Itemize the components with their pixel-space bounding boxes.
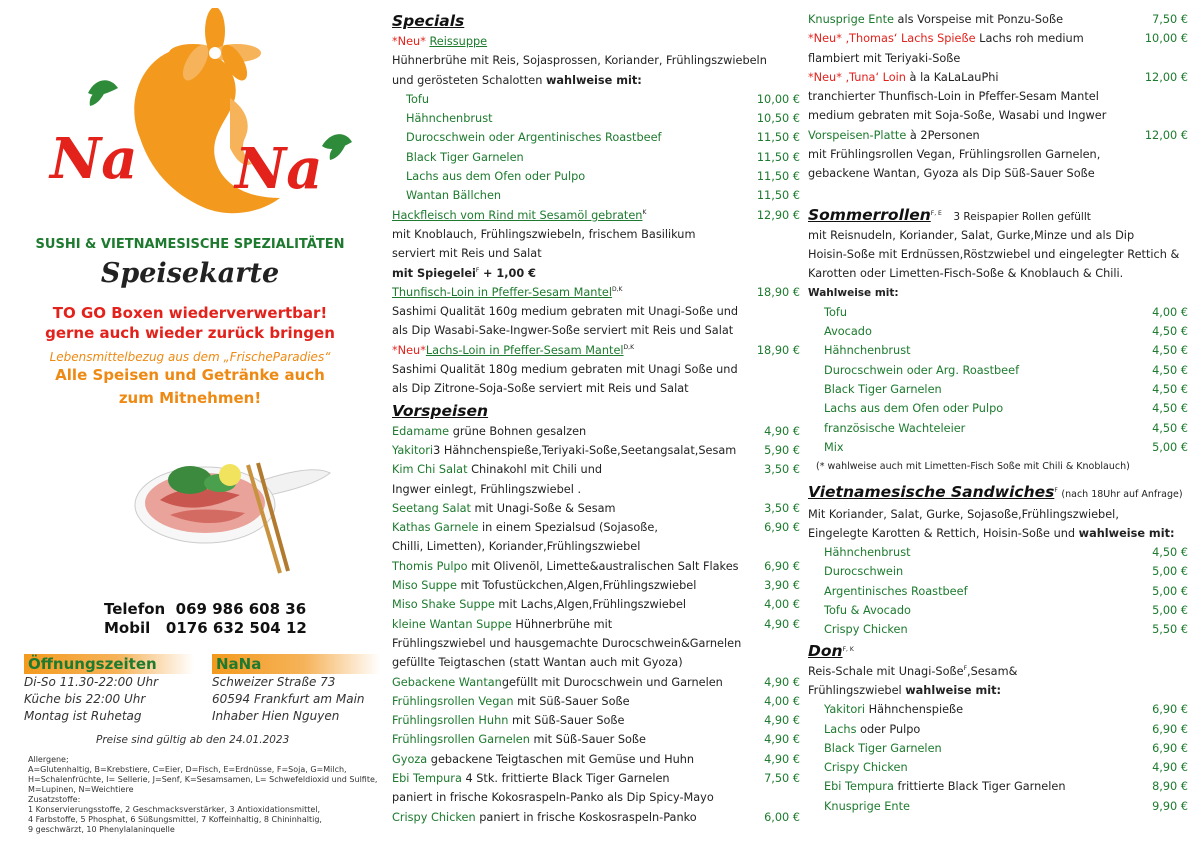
item-name: Knusprige Ente bbox=[808, 13, 894, 26]
item-name: Kathas Garnele bbox=[392, 521, 479, 535]
menu-item bbox=[392, 441, 800, 460]
vorspeisen-list bbox=[392, 422, 800, 827]
option-row bbox=[392, 109, 800, 128]
item-price: 3,50 € bbox=[764, 501, 800, 515]
item-desc: Chinakohl mit Chili und bbox=[467, 463, 603, 477]
item-name: Durocschwein oder Argentinisches Roastbeef bbox=[406, 131, 662, 145]
item-name: Vorspeisen-Platte bbox=[808, 128, 907, 142]
item-price: 5,50 € bbox=[1152, 623, 1188, 637]
hours-title: Öffnungszeiten bbox=[24, 654, 194, 674]
item-price: 4,50 € bbox=[1152, 546, 1188, 560]
menu-item bbox=[392, 653, 800, 672]
item-desc: 4 Stk. frittierte Black Tiger Garnelen bbox=[461, 771, 670, 785]
item-price: 6,90 € bbox=[1152, 703, 1188, 717]
menu-item bbox=[808, 10, 1188, 29]
option-row bbox=[808, 797, 1188, 816]
section-subtitle: (nach 18Uhr auf Anfrage) bbox=[1061, 488, 1183, 500]
allergens-line: A=Glutenhaltig, B=Krebstiere, C=Eier, D=Fisch, E=Erdnüsse, F=Soja, G=Milch, bbox=[28, 765, 347, 774]
option-row bbox=[808, 720, 1188, 739]
item-name: Edamame bbox=[392, 424, 450, 438]
item-desc: gefüllte Teigtaschen (statt Wantan auch mit Gyoza) bbox=[392, 656, 683, 670]
item-price: 6,90 € bbox=[764, 521, 800, 535]
item-desc: Frühlingszwiebel und hausgemachte Durocschwein&Garnelen bbox=[392, 636, 742, 650]
item-name: französische Wachteleier bbox=[824, 421, 966, 435]
item-price: 4,50 € bbox=[1152, 421, 1188, 435]
item-name: Black Tiger Garnelen bbox=[824, 383, 942, 397]
item-desc: gebackene Teigtaschen mit Gemüse und Huhn bbox=[427, 752, 695, 766]
item-desc: serviert mit Reis und Salat bbox=[392, 247, 542, 261]
sommerrollen-note: (* wahlweise auch mit Limetten-Fisch Soße mit Chili & Knoblauch) bbox=[816, 461, 1130, 473]
option-row bbox=[808, 582, 1188, 601]
item-price: 3,50 € bbox=[764, 463, 800, 477]
item-name: *Neu* ‚Tuna‘ Loin bbox=[808, 70, 906, 84]
item-desc: mit Reisnudeln, Koriander, Salat, Gurke,Minze und als Dip bbox=[808, 228, 1135, 242]
menu-column-2 bbox=[808, 10, 1188, 816]
tagline: SUSHI & VIETNAMESISCHE SPEZIALITÄTEN bbox=[35, 237, 345, 252]
item-desc bbox=[808, 524, 1188, 543]
menu-item bbox=[808, 49, 1188, 68]
menu-item-thunfisch bbox=[392, 283, 800, 302]
menu-item bbox=[392, 808, 800, 827]
item-price: 4,00 € bbox=[764, 694, 800, 708]
item-name: Hähnchenbrust bbox=[824, 546, 911, 560]
menu-item bbox=[392, 576, 800, 595]
nana-logo bbox=[30, 8, 370, 230]
option-row bbox=[392, 128, 800, 147]
item-desc-text: ,Sesam& bbox=[967, 664, 1018, 678]
option-row bbox=[808, 399, 1188, 418]
item-name: Yakitori bbox=[824, 703, 866, 717]
option-row bbox=[808, 562, 1188, 581]
takeaway-line-1: Alle Speisen und Getränke auch bbox=[55, 366, 325, 384]
item-price: 4,90 € bbox=[1152, 761, 1188, 775]
item-price: 3,90 € bbox=[764, 579, 800, 593]
wahlweise-label: Wahlweise mit: bbox=[808, 286, 899, 299]
item-desc: mit Tofustückchen,Algen,Frühlingszwiebel bbox=[456, 579, 697, 593]
item-desc-text: Frühlingszwiebel bbox=[808, 683, 902, 697]
item-name: Tofu bbox=[824, 305, 848, 319]
item-desc: in einem Spezialsud (Sojasoße, bbox=[478, 521, 658, 535]
item-price: 12,00 € bbox=[1144, 128, 1188, 142]
menu-item-hackfleisch bbox=[392, 206, 800, 225]
item-desc: Karotten oder Limetten-Fisch-Soße & Knoblauch & Chili. bbox=[808, 267, 1124, 281]
menu-item bbox=[808, 87, 1188, 106]
item-desc-text: Eingelegte Karotten & Rettich, Hoisin-Soße und bbox=[808, 526, 1076, 540]
reis-options-list bbox=[392, 90, 800, 206]
item-desc: medium gebraten mit Soja-Soße, Wasabi und Ingwer bbox=[808, 109, 1107, 123]
item-name: Kim Chi Salat bbox=[392, 463, 468, 477]
validity-note: Preise sind gültig ab den 24.01.2023 bbox=[96, 734, 290, 746]
item-name: Seetang Salat bbox=[392, 501, 471, 515]
allergens-title: Allergene; bbox=[28, 755, 69, 764]
item-name: Mix bbox=[824, 440, 844, 454]
menu-item bbox=[392, 460, 800, 479]
item-desc: als Dip Zitrone-Soja-Soße serviert mit Reis und Salat bbox=[392, 382, 689, 396]
item-price: 9,90 € bbox=[1152, 799, 1188, 813]
item-name: Durocschwein bbox=[824, 565, 904, 579]
section-title-sandwiches: Vietnamesische Sandwiches bbox=[808, 482, 1055, 501]
item-name: Reissuppe bbox=[429, 35, 488, 48]
item-price: 18,90 € bbox=[756, 285, 800, 299]
item-desc: Sashimi Qualität 180g medium gebraten mit Unagi Soße und bbox=[392, 363, 738, 377]
item-price: 4,50 € bbox=[1152, 344, 1188, 358]
item-name: Gyoza bbox=[392, 752, 428, 766]
source-note: Lebensmittelbezug aus dem „FrischeParadies“ bbox=[49, 350, 331, 364]
item-desc: Hühnerbrühe mit bbox=[511, 617, 613, 631]
item-price: 4,90 € bbox=[764, 733, 800, 747]
option-row bbox=[808, 322, 1188, 341]
phone-number: Telefon 069 986 608 36 bbox=[104, 600, 307, 618]
item-name: Black Tiger Garnelen bbox=[824, 741, 942, 755]
option-row bbox=[392, 90, 800, 109]
item-price: 11,50 € bbox=[756, 189, 800, 203]
item-name: Avocado bbox=[824, 325, 872, 339]
option-row bbox=[808, 438, 1188, 457]
menu-item bbox=[392, 788, 800, 807]
wahlweise-label: wahlweise mit: bbox=[1078, 526, 1175, 540]
item-desc: mit Lachs,Algen,Frühlingszwiebel bbox=[494, 598, 687, 612]
menu-item bbox=[392, 750, 800, 769]
item-price: 4,90 € bbox=[764, 424, 800, 438]
item-price: 6,90 € bbox=[1152, 741, 1188, 755]
item-name: Thomis Pulpo bbox=[392, 559, 468, 573]
wahlweise-label: wahlweise mit: bbox=[545, 73, 642, 87]
additives-title: Zusatzstoffe: bbox=[28, 795, 81, 804]
item-price: 4,50 € bbox=[1152, 363, 1188, 377]
option-row bbox=[392, 148, 800, 167]
menu-item bbox=[808, 68, 1188, 87]
menu-item-reissuppe bbox=[392, 32, 800, 51]
item-name: Hähnchenbrust bbox=[824, 344, 911, 358]
item-desc: paniert in frische Kokosraspeln-Panko als Dip Spicy-Mayo bbox=[392, 791, 714, 805]
hours-line: Di-So 11.30-22:00 Uhr bbox=[24, 675, 159, 689]
menu-item bbox=[808, 126, 1188, 145]
menu-item bbox=[392, 499, 800, 518]
hours-line: Küche bis 22:00 Uhr bbox=[24, 692, 146, 706]
item-name: Gebackene Wantan bbox=[392, 675, 502, 689]
item-name: Miso Suppe bbox=[392, 579, 457, 593]
menu-item-lachs-loin bbox=[392, 341, 800, 360]
section-title-don: Don bbox=[808, 641, 843, 660]
item-name: kleine Wantan Suppe bbox=[392, 617, 512, 631]
item-desc: mit Süß-Sauer Soße bbox=[513, 694, 630, 708]
item-price: 4,00 € bbox=[764, 598, 800, 612]
allergen-sup: D,K bbox=[611, 286, 623, 294]
additives-line: 1 Konservierungsstoffe, 2 Geschmacksverstärker, 3 Antioxidationsmittel, bbox=[28, 805, 321, 814]
menu-item bbox=[392, 422, 800, 441]
option-row bbox=[808, 601, 1188, 620]
item-name: Argentinisches Roastbeef bbox=[824, 584, 968, 598]
item-name: Frühlingsrollen Huhn bbox=[392, 714, 509, 728]
item-price: 5,00 € bbox=[1152, 584, 1188, 598]
item-name: Ebi Tempura bbox=[824, 780, 894, 794]
menu-item bbox=[392, 769, 800, 788]
item-name: Hackfleisch vom Rind mit Sesamöl gebraten bbox=[392, 208, 643, 222]
item-extra: mit Spiegelei$^F$ + 1,00 € bbox=[392, 266, 537, 280]
hours-block bbox=[24, 654, 194, 725]
item-desc bbox=[808, 681, 1188, 700]
item-desc: mit Süß-Sauer Soße bbox=[508, 714, 625, 728]
togo-line-1: TO GO Boxen wiederverwertbar! bbox=[52, 304, 328, 322]
item-name: Crispy Chicken bbox=[392, 810, 476, 824]
item-desc: Hühnerbrühe mit Reis, Sojasprossen, Koriander, Frühlingszwiebeln bbox=[392, 54, 767, 68]
option-row bbox=[808, 620, 1188, 639]
item-price: 6,90 € bbox=[1152, 722, 1188, 736]
item-desc: flambiert mit Teriyaki-Soße bbox=[808, 51, 961, 65]
option-row bbox=[808, 380, 1188, 399]
option-row bbox=[808, 777, 1188, 796]
option-row bbox=[808, 700, 1188, 719]
don-header: Don$^{F, K}$ bbox=[808, 641, 854, 660]
option-row bbox=[808, 739, 1188, 758]
item-price: 4,50 € bbox=[1152, 325, 1188, 339]
address-line: Inhaber Hien Nguyen bbox=[212, 709, 340, 723]
item-price: 4,90 € bbox=[764, 752, 800, 766]
menu-item bbox=[808, 164, 1188, 183]
item-price: 5,00 € bbox=[1152, 440, 1188, 454]
item-desc: gebackene Wantan, Gyoza als Dip Süß-Sauer Soße bbox=[808, 167, 1095, 181]
logo-text-na-1: Na bbox=[50, 126, 138, 192]
item-desc: gefüllt mit Durocschwein und Garnelen bbox=[501, 675, 723, 689]
item-desc: mit Olivenöl, Limette&australischen Salt Flakes bbox=[467, 559, 739, 573]
item-desc: Chilli, Limetten), Koriander,Frühlingszwiebel bbox=[392, 540, 641, 554]
item-desc: Reis-Schale mit Unagi-Soße$^F$,Sesam& bbox=[808, 664, 1018, 678]
new-badge: *Neu* bbox=[392, 343, 426, 357]
contact-block bbox=[104, 600, 307, 638]
pho-bowl-image bbox=[130, 425, 335, 575]
item-desc: à la KaLaLauPhi bbox=[905, 70, 999, 84]
item-desc-text: und gerösteten Schalotten bbox=[392, 73, 543, 87]
option-row bbox=[392, 186, 800, 205]
item-desc: mit Knoblauch, Frühlingszwiebeln, frischem Basilikum bbox=[392, 227, 696, 241]
don-options-list bbox=[808, 700, 1188, 816]
item-price: 12,90 € bbox=[756, 208, 800, 222]
extra-label: mit Spiegelei bbox=[392, 266, 476, 280]
item-price: 18,90 € bbox=[756, 343, 800, 357]
menu-item bbox=[392, 711, 800, 730]
item-name: Crispy Chicken bbox=[824, 623, 908, 637]
extra-price: + 1,00 € bbox=[482, 266, 537, 280]
item-desc: frittierte Black Tiger Garnelen bbox=[893, 780, 1066, 794]
item-price: 4,50 € bbox=[1152, 402, 1188, 416]
item-price: 4,90 € bbox=[764, 714, 800, 728]
item-name: Miso Shake Suppe bbox=[392, 598, 495, 612]
menu-column-1 bbox=[392, 10, 800, 827]
menu-item bbox=[808, 145, 1188, 164]
sandwiches-header: Vietnamesische Sandwiches$^F$ (nach 18Uhr auf Anfrage) bbox=[808, 482, 1183, 501]
item-desc: oder Pulpo bbox=[856, 722, 921, 736]
item-desc: Hoisin-Soße mit Erdnüssen,Röstzwiebel und eingelegter Rettich & bbox=[808, 247, 1180, 261]
option-row bbox=[808, 341, 1188, 360]
section-subtitle: 3 Reispapier Rollen gefüllt bbox=[953, 210, 1091, 223]
item-price: 7,50 € bbox=[764, 771, 800, 785]
item-price: 8,90 € bbox=[1152, 780, 1188, 794]
item-desc: Ingwer einlegt, Frühlingszwiebel . bbox=[392, 482, 582, 496]
option-row bbox=[808, 419, 1188, 438]
item-price: 5,90 € bbox=[764, 443, 800, 457]
item-desc: Mit Koriander, Salat, Gurke, Sojasoße,Frühlingszwiebel, bbox=[808, 507, 1119, 521]
menu-item bbox=[392, 480, 800, 499]
item-desc: tranchierter Thunfisch-Loin in Pfeffer-Sesam Mantel bbox=[808, 90, 1099, 104]
additives-line: 4 Farbstoffe, 5 Phosphat, 6 Süßungsmittel, 7 Koffeinhaltig, 8 Chininhaltig, bbox=[28, 815, 322, 824]
item-name: Lachs aus dem Ofen oder Pulpo bbox=[406, 170, 586, 184]
option-row bbox=[808, 303, 1188, 322]
allergens-line: M=Lupinen, N=Weichtiere bbox=[28, 785, 134, 794]
item-price: 11,50 € bbox=[756, 131, 800, 145]
item-name: Yakitori bbox=[392, 443, 434, 457]
address-line: 60594 Frankfurt am Main bbox=[212, 692, 365, 706]
item-price: 4,00 € bbox=[1152, 305, 1188, 319]
address-title: NaNa bbox=[212, 654, 380, 674]
item-name: Black Tiger Garnelen bbox=[406, 150, 524, 164]
item-name: Hähnchenbrust bbox=[406, 112, 493, 126]
mobile-number: Mobil 0176 632 504 12 bbox=[104, 619, 307, 637]
allergen-sup: K bbox=[642, 208, 647, 216]
item-desc: als Dip Wasabi-Sake-Ingwer-Soße serviert mit Reis und Salat bbox=[392, 324, 734, 338]
option-row bbox=[808, 543, 1188, 562]
item-desc: Lachs roh medium bbox=[975, 32, 1084, 46]
item-price: 10,00 € bbox=[756, 92, 800, 106]
item-desc: paniert in frische Koskosraspeln-Panko bbox=[475, 810, 697, 824]
item-name: Tofu & Avocado bbox=[824, 604, 911, 618]
item-name: Tofu bbox=[406, 92, 430, 106]
menu-item bbox=[392, 615, 800, 634]
item-name: Frühlingsrollen Vegan bbox=[392, 694, 514, 708]
menu-item bbox=[392, 595, 800, 614]
item-name: Frühlingsrollen Garnelen bbox=[392, 733, 530, 747]
menu-item bbox=[808, 106, 1188, 125]
sommerrollen-header: Sommerrollen$^{F, E}$ 3 Reispapier Rollen gefüllt bbox=[808, 205, 1091, 224]
section-title-vorspeisen: Vorspeisen bbox=[392, 401, 489, 420]
item-price: 4,90 € bbox=[764, 675, 800, 689]
menu-item bbox=[392, 557, 800, 576]
item-desc: mit Frühlingsrollen Vegan, Frühlingsrollen Garnelen, bbox=[808, 148, 1101, 162]
item-price: 4,90 € bbox=[764, 617, 800, 631]
option-row bbox=[808, 361, 1188, 380]
item-price: 5,00 € bbox=[1152, 565, 1188, 579]
menu-item bbox=[392, 537, 800, 556]
item-name: Wantan Bällchen bbox=[406, 189, 502, 203]
item-price: 11,50 € bbox=[756, 150, 800, 164]
sommerrollen-options-list bbox=[808, 303, 1188, 457]
item-name: Crispy Chicken bbox=[824, 761, 908, 775]
item-price: 12,00 € bbox=[1144, 70, 1188, 84]
allergens-line: H=Schalenfrüchte, I= Sellerie, J=Senf, K=Sesamsamen, L= Schwefeldioxid und Sulfite, bbox=[28, 775, 378, 784]
item-price: 6,00 € bbox=[764, 810, 800, 824]
item-price: 6,90 € bbox=[764, 559, 800, 573]
item-desc: 3 Hähnchenspieße,Teriyaki-Soße,Seetangsalat,Sesam bbox=[433, 443, 737, 457]
item-desc: Sashimi Qualität 160g medium gebraten mit Unagi-Soße und bbox=[392, 305, 739, 319]
additives-line: 9 geschwärzt, 10 Phenylalaninquelle bbox=[28, 825, 175, 834]
wahlweise-label: wahlweise mit: bbox=[905, 683, 1002, 697]
item-name: Ebi Tempura bbox=[392, 771, 462, 785]
sandwich-options-list bbox=[808, 543, 1188, 639]
extra-starters-list bbox=[808, 10, 1188, 184]
address-line: Schweizer Straße 73 bbox=[212, 675, 336, 689]
item-price: 7,50 € bbox=[1152, 13, 1188, 26]
section-title-specials: Specials bbox=[392, 12, 465, 30]
item-name: Durocschwein oder Arg. Roastbeef bbox=[824, 363, 1020, 377]
item-desc: als Vorspeise mit Ponzu-Soße bbox=[893, 13, 1064, 26]
page-title: Speisekarte bbox=[100, 258, 280, 289]
item-name: Lachs aus dem Ofen oder Pulpo bbox=[824, 402, 1004, 416]
item-price: 5,00 € bbox=[1152, 604, 1188, 618]
menu-item bbox=[392, 673, 800, 692]
menu-item bbox=[392, 634, 800, 653]
item-desc-text: Reis-Schale mit Unagi-Soße bbox=[808, 664, 964, 678]
item-desc bbox=[392, 71, 800, 90]
item-price: 10,50 € bbox=[756, 112, 800, 126]
allergen-sup: D,K bbox=[623, 343, 635, 351]
item-price: 4,50 € bbox=[1152, 383, 1188, 397]
address-block bbox=[212, 654, 380, 725]
item-name: Lachs-Loin in Pfeffer-Sesam Mantel bbox=[425, 343, 624, 357]
menu-item bbox=[392, 518, 800, 537]
item-name: Knusprige Ente bbox=[824, 799, 910, 813]
option-row bbox=[808, 758, 1188, 777]
hours-line: Montag ist Ruhetag bbox=[24, 709, 142, 723]
logo-text-na-2: Na bbox=[235, 136, 323, 202]
takeaway-line-2: zum Mitnehmen! bbox=[118, 389, 262, 407]
item-desc: grüne Bohnen gesalzen bbox=[449, 424, 587, 438]
item-price: 10,00 € bbox=[1144, 32, 1188, 46]
menu-item bbox=[808, 29, 1188, 48]
item-name: Thunfisch-Loin in Pfeffer-Sesam Mantel bbox=[392, 285, 612, 299]
menu-item bbox=[392, 730, 800, 749]
new-badge: *Neu* bbox=[392, 35, 426, 48]
item-desc: à 2Personen bbox=[906, 128, 980, 142]
item-desc: Hähnchenspieße bbox=[865, 703, 964, 717]
option-row bbox=[392, 167, 800, 186]
section-title-sommerrollen: Sommerrollen bbox=[808, 205, 931, 224]
item-name: *Neu* ‚Thomas‘ Lachs Spieße bbox=[808, 32, 976, 46]
item-price: 11,50 € bbox=[756, 170, 800, 184]
item-name: Lachs bbox=[824, 722, 857, 736]
item-desc: mit Unagi-Soße & Sesam bbox=[470, 501, 616, 515]
item-desc: mit Süß-Sauer Soße bbox=[529, 733, 646, 747]
togo-line-2: gerne auch wieder zurück bringen bbox=[45, 324, 335, 342]
menu-item bbox=[392, 692, 800, 711]
allergens-block bbox=[28, 755, 378, 835]
